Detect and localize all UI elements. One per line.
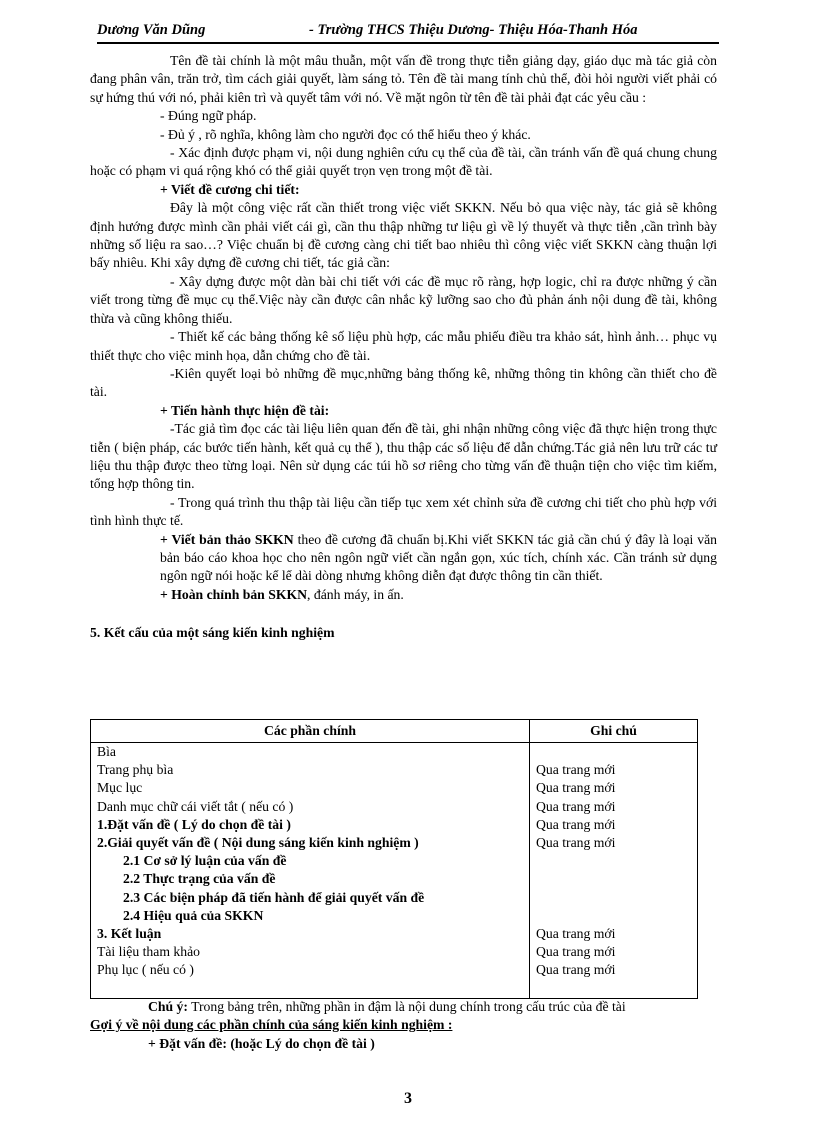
bullet-item: - Trong quá trình thu thập tài liệu cần tiếp tục xem xét chỉnh sửa đề cương chi tiết cho phù hợp với tình hình thực tế. — [90, 494, 717, 529]
paragraph — [90, 531, 717, 586]
suggestion-heading-text: Gợi ý về nội dung các phần chính của sáng kiến kinh nghiệm : — [90, 1017, 453, 1033]
paragraph-text: , đánh máy, in ấn. — [307, 586, 404, 602]
subheading: + Tiến hành thực hiện đề tài: — [160, 402, 330, 418]
header-author: Dương Văn Dũng — [97, 22, 206, 38]
subheading: + Viết đề cương chi tiết: — [160, 181, 300, 197]
table-row — [91, 907, 698, 925]
table-cell-part: 2.Giải quyết vấn đề ( Nội dung sáng kiến kinh nghiệm ) — [91, 834, 530, 852]
table-cell-note — [530, 870, 698, 888]
table-cell-note — [530, 743, 698, 762]
table-cell-part: 2.4 Hiệu quả của SKKN — [91, 907, 530, 925]
bullet-item: - Xây dựng được một dàn bài chi tiết với các đề mục rõ ràng, hợp logic, chỉ ra được những ý cần viết trong từng đề mục cụ thể.Việc này cần được cân nhắc kỹ lưỡng sao cho đủ phản ánh nội dung đề tài, không thừa và cũng không thiếu. — [90, 273, 717, 326]
paragraph — [90, 586, 717, 604]
table-cell-note: Qua trang mới — [536, 835, 616, 851]
header-school: - Trường THCS Thiệu Dương- Thiệu Hóa-Thanh Hóa — [309, 22, 638, 38]
document-body — [90, 52, 717, 643]
table-row-spacer — [91, 980, 698, 999]
table-cell-part: 2.3 Các biện pháp đã tiến hành để giải quyết vấn đề — [91, 889, 530, 907]
table-row — [91, 961, 698, 979]
table-row — [91, 925, 698, 943]
column-header-parts: Các phần chính — [91, 720, 530, 743]
note-text: Trong bảng trên, những phần in đậm là nội dung chính trong cấu trúc của đề tài — [187, 999, 626, 1014]
table-cell-part: Phụ lục ( nếu có ) — [91, 961, 530, 979]
table-row — [91, 889, 698, 907]
table-cell-part: 2.1 Cơ sở lý luận của vấn đề — [91, 852, 530, 870]
table-cell-note — [530, 889, 698, 907]
inline-heading: + Viết bản thảo SKKN — [160, 531, 294, 547]
table-cell-empty — [91, 980, 530, 999]
note-paragraph — [90, 998, 717, 1016]
note-block — [90, 998, 717, 1053]
table-cell-note: Qua trang mới — [536, 962, 616, 978]
table-cell-part: Bìa — [91, 743, 530, 762]
table-cell-note: Qua trang mới — [536, 944, 616, 960]
table-cell-part: 1.Đặt vấn đề ( Lý do chọn đề tài ) — [91, 816, 530, 834]
page-number: 3 — [404, 1090, 412, 1107]
table-row — [91, 834, 698, 852]
note-label: Chú ý: — [148, 999, 188, 1014]
table-cell-note: Qua trang mới — [536, 798, 616, 814]
table-cell-part: Danh mục chữ cái viết tắt ( nếu có ) — [91, 798, 530, 816]
table-cell-part: Mục lục — [91, 779, 530, 797]
bullet-item: - Đúng ngữ pháp. — [160, 108, 257, 124]
table-row — [91, 798, 698, 816]
table-row — [91, 761, 698, 779]
bullet-item: - Thiết kế các bảng thống kê số liệu phù hợp, các mẫu phiếu điều tra khảo sát, hình ảnh… phục vụ thiết thực cho việc minh họa, dẫn chứng cho đề tài. — [90, 329, 717, 363]
structure-table — [90, 719, 698, 999]
table-cell-note: Qua trang mới — [536, 926, 616, 942]
table-row — [91, 816, 698, 834]
column-header-notes: Ghi chú — [530, 720, 698, 743]
table-cell-empty — [530, 980, 698, 999]
table-cell-note — [530, 852, 698, 870]
table-cell-part: Trang phụ bìa — [91, 761, 530, 779]
suggestion-heading — [90, 1016, 717, 1034]
table-row — [91, 779, 698, 797]
table-cell-part: 3. Kết luận — [91, 925, 530, 943]
bullet-item: -Kiên quyết loại bỏ những đề mục,những bảng thống kê, những thông tin không cần thiết cho đề tài. — [90, 365, 717, 400]
table-row — [91, 870, 698, 888]
table-header-row — [91, 720, 698, 743]
section-heading: 5. Kết cấu của một sáng kiến kinh nghiệm — [90, 625, 335, 641]
table-cell-note — [530, 907, 698, 925]
table-cell-note: Qua trang mới — [536, 762, 616, 778]
table-cell-note: Qua trang mới — [536, 780, 616, 796]
table-cell-part: Tài liệu tham khảo — [91, 943, 530, 961]
bullet-item: - Xác định được phạm vi, nội dung nghiên cứu cụ thể của đề tài, cần tránh vấn đề quá chung chung hoặc có phạm vi quá rộng khó có thể giải quyết trọn vẹn trong một đề tài. — [90, 145, 717, 179]
bullet-item: -Tác giả tìm đọc các tài liệu liên quan đến đề tài, ghi nhận những công việc đã thực hiện trong thực tiễn ( biện pháp, các bước tiến hành, kết quả cụ thể ), thu thập các số liệu để dẫn chứng.Tác giả nên lưu trữ các tư liệu thu thập được theo từng loại. Nên sử dụng các túi hồ sơ riêng cho từng vấn đề thuận tiện cho việc tìm kiếm, tổng hợp thông tin. — [90, 421, 717, 492]
paragraph: Đây là một công việc rất cần thiết trong việc viết SKKN. Nếu bỏ qua việc này, tác giả sẽ không định hướng được mình cần phải viết cái gì, cần thu thập những tư liệu gì về lý thuyết và thực tiễn ,cần trình bày những số liệu ra sao…? Việc chuẩn bị đề cương càng chi tiết bao nhiêu thì công việc viết SKKN càng thuận lợi bấy nhiêu. Khi xây dựng đề cương chi tiết, tác giả cần: — [90, 200, 717, 271]
inline-heading: + Hoàn chỉnh bản SKKN — [160, 586, 308, 602]
subheading: + Đặt vấn đề: (hoặc Lý do chọn đề tài ) — [148, 1035, 375, 1051]
table-row — [91, 852, 698, 870]
page-header — [97, 20, 719, 44]
table-cell-part: 2.2 Thực trạng của vấn đề — [91, 870, 530, 888]
paragraph: Tên đề tài chính là một mâu thuẫn, một vấn đề trong thực tiễn giảng dạy, giáo dục mà tác giả còn đang phân vân, trăn trở, tìm cách giải quyết, làm sáng tỏ. Tên đề tài mang tính chủ thể, đòi hỏi người viết phải có sự hứng thú với nó, phải kiên trì và quyết tâm với nó. Về mặt ngôn từ tên đề tài phải đạt các yêu cầu : — [90, 53, 717, 105]
bullet-item: - Đủ ý , rõ nghĩa, không làm cho người đọc có thể hiểu theo ý khác. — [160, 126, 531, 142]
table-row — [91, 943, 698, 961]
paragraph-text: theo đề cương đã chuẩn bị.Khi viết SKKN tác giả cần chú ý đây là loại văn bản báo cáo khoa học cho nên ngôn ngữ viết cần ngắn gọn, xúc tích, chính xác. Cần tránh sử dụng ngôn ngữ nói hoặc kể lể dài dòng nhưng không diễn đạt được thông tin cần thiết. — [160, 531, 717, 584]
table-row — [91, 743, 698, 762]
table-cell-note: Qua trang mới — [536, 816, 616, 832]
